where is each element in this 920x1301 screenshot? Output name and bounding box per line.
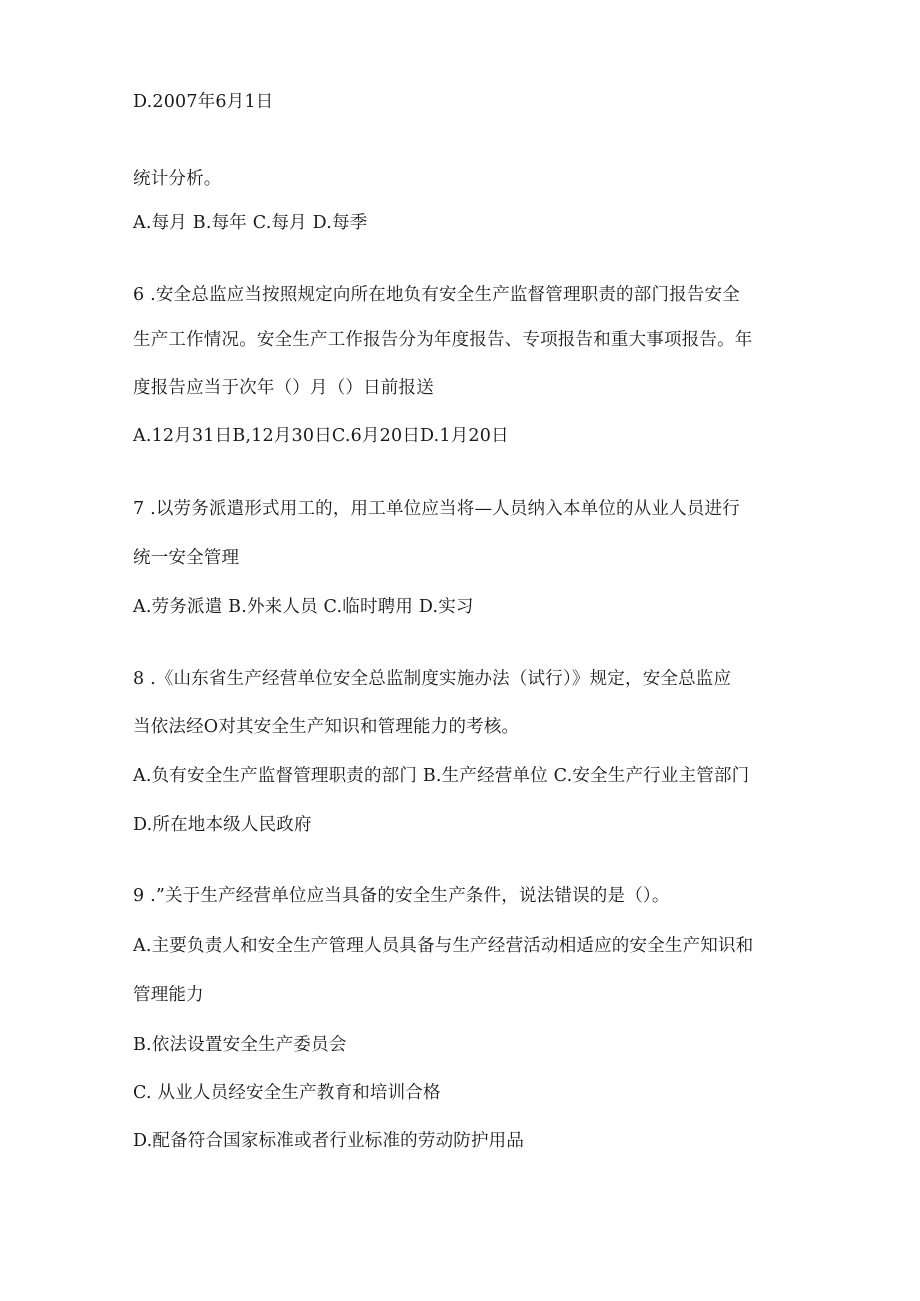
question-9-line-1: 9 .”关于生产经营单位应当具备的安全生产条件，说法错误的是（）。	[133, 886, 670, 906]
question-8-line-1: 8 .《山东省生产经营单位安全总监制度实施办法（试行）》规定，安全总监应	[133, 669, 732, 689]
question-7-line-2: 统一安全管理	[133, 548, 240, 568]
question-9-option-d: D.配备符合国家标准或者行业标准的劳动防护用品	[133, 1131, 525, 1151]
question-9-option-b: B.依法设置安全生产委员会	[133, 1035, 347, 1055]
question-6-line-3: 度报告应当于次年（）月（）日前报送	[133, 378, 434, 398]
question-6-options: A.12月31日B,12月30日C.6月20日D.1月20日	[133, 426, 509, 446]
question-8-options-line-2: D.所在地本级人民政府	[133, 815, 312, 835]
question-6-line-2: 生产工作情况。安全生产工作报告分为年度报告、专项报告和重大事项报告。年	[133, 330, 753, 350]
question-7-options: A.劳务派遣 B.外来人员 C.临时聘用 D.实习	[133, 597, 474, 617]
fragment-options: A.每月 B.每年 C.每月 D.每季	[133, 213, 368, 233]
question-9-option-a-line-1: A.主要负责人和安全生产管理人员具备与生产经营活动相适应的安全生产知识和	[133, 936, 754, 956]
question-8-line-2: 当依法经O对其安全生产知识和管理能力的考核。	[133, 717, 520, 737]
fragment-tail-text: 统计分析。	[133, 169, 222, 189]
question-9-option-a-line-2: 管理能力	[133, 985, 204, 1005]
question-6-line-1: 6 .安全总监应当按照规定向所在地负有安全生产监督管理职责的部门报告安全	[133, 285, 740, 305]
fragment-option-d: D.2007年6月1日	[133, 92, 274, 112]
question-9-option-c: C. 从业人员经安全生产教育和培训合格	[133, 1083, 441, 1103]
question-7-line-1: 7 .以劳务派遣形式用工的，用工单位应当将—人员纳入本单位的从业人员进行	[133, 499, 740, 519]
question-8-options-line-1: A.负有安全生产监督管理职责的部门 B.生产经营单位 C.安全生产行业主管部门	[133, 766, 750, 786]
